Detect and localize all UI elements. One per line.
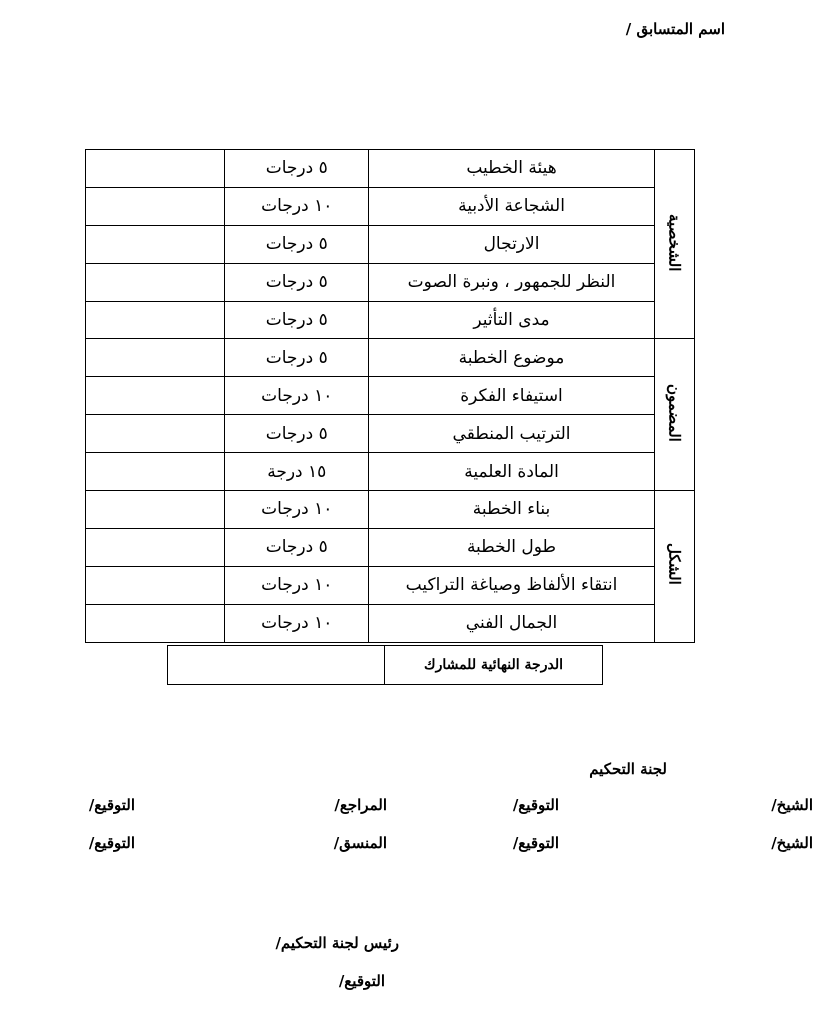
criterion-cell: الترتيب المنطقي — [369, 415, 654, 453]
score-entry-cell — [86, 225, 225, 263]
points-cell: ١٠ درجات — [225, 604, 369, 642]
committee-head-label: رئيس لجنة التحكيم/ — [275, 934, 399, 952]
points-cell: ٥ درجات — [225, 528, 369, 566]
score-entry-cell — [86, 263, 225, 301]
signature-label-1: التوقيع/ — [512, 796, 559, 814]
criterion-cell: الجمال الفني — [369, 604, 654, 642]
score-entry-cell — [86, 339, 225, 377]
points-cell: ٥ درجات — [225, 339, 369, 377]
criterion-cell: استيفاء الفكرة — [369, 377, 654, 415]
criterion-cell: هيئة الخطيب — [369, 150, 654, 188]
category-cell — [654, 339, 694, 491]
points-cell: ٥ درجات — [225, 225, 369, 263]
category-cell — [654, 491, 694, 643]
criterion-cell: موضوع الخطبة — [369, 339, 654, 377]
table-row — [86, 150, 695, 188]
points-cell: ٥ درجات — [225, 263, 369, 301]
criterion-cell: الارتجال — [369, 225, 654, 263]
table-row — [86, 528, 695, 566]
score-entry-cell — [86, 528, 225, 566]
criterion-cell: طول الخطبة — [369, 528, 654, 566]
table-row — [86, 301, 695, 339]
contestant-name-label: اسم المتسابق / — [625, 20, 725, 38]
table-row — [86, 415, 695, 453]
table-row — [86, 339, 695, 377]
final-grade-value-cell — [168, 646, 384, 684]
points-cell: ٥ درجات — [225, 415, 369, 453]
score-entry-cell — [86, 377, 225, 415]
criterion-cell: الشجاعة الأدبية — [369, 187, 654, 225]
score-entry-cell — [86, 301, 225, 339]
score-entry-cell — [86, 187, 225, 225]
table-row — [86, 263, 695, 301]
score-entry-cell — [86, 566, 225, 604]
points-cell: ٥ درجات — [225, 150, 369, 188]
table-row — [86, 187, 695, 225]
committee-head-signature-label: التوقيع/ — [338, 972, 385, 990]
final-grade-label: الدرجة النهائية للمشارك — [384, 646, 602, 684]
criterion-cell: النظر للجمهور ، ونبرة الصوت — [369, 263, 654, 301]
category-label: الشكل — [665, 543, 684, 586]
points-cell: ١٠ درجات — [225, 187, 369, 225]
criterion-cell: بناء الخطبة — [369, 491, 654, 529]
points-cell: ١٠ درجات — [225, 566, 369, 604]
final-grade-row — [167, 645, 603, 685]
table-row — [86, 225, 695, 263]
reviewer-signature-label: التوقيع/ — [88, 796, 135, 814]
table-row — [86, 566, 695, 604]
points-cell: ١٠ درجات — [225, 491, 369, 529]
score-entry-cell — [86, 150, 225, 188]
category-cell — [654, 150, 694, 339]
table-row — [86, 491, 695, 529]
score-entry-cell — [86, 415, 225, 453]
category-label: الشخصية — [665, 213, 684, 271]
points-cell: ١٥ درجة — [225, 453, 369, 491]
committee-title: لجنة التحكيم — [589, 760, 667, 778]
sheikh-label-2: الشيخ/ — [771, 834, 813, 852]
criterion-cell: المادة العلمية — [369, 453, 654, 491]
coordinator-label: المنسق/ — [333, 834, 387, 852]
category-label: المضمون — [665, 383, 684, 442]
scoring-table — [85, 149, 695, 643]
signature-label-2: التوقيع/ — [512, 834, 559, 852]
score-entry-cell — [86, 604, 225, 642]
table-row — [86, 377, 695, 415]
table-row — [86, 453, 695, 491]
points-cell: ١٠ درجات — [225, 377, 369, 415]
score-entry-cell — [86, 453, 225, 491]
sheikh-label-1: الشيخ/ — [771, 796, 813, 814]
criterion-cell: مدى التأثير — [369, 301, 654, 339]
criterion-cell: انتقاء الألفاظ وصياغة التراكيب — [369, 566, 654, 604]
score-entry-cell — [86, 491, 225, 529]
coordinator-signature-label: التوقيع/ — [88, 834, 135, 852]
points-cell: ٥ درجات — [225, 301, 369, 339]
reviewer-label: المراجع/ — [334, 796, 387, 814]
table-row — [86, 604, 695, 642]
